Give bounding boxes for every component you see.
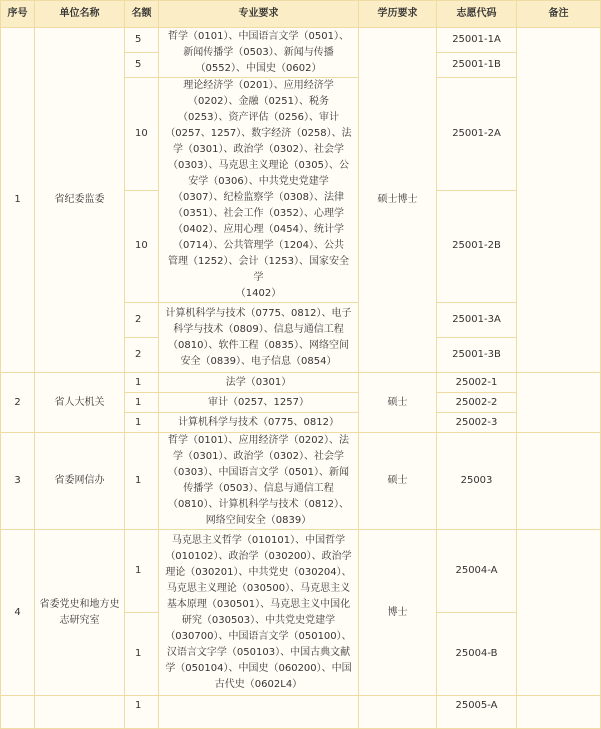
cell-unit-name [35,696,125,729]
header-seq: 序号 [1,1,35,28]
cell-major [159,696,359,729]
cell-code: 25002-3 [437,413,517,433]
cell-seq [1,696,35,729]
cell-code: 25001-3B [437,338,517,373]
cell-quota: 10 [125,78,159,191]
header-unit: 单位名称 [35,1,125,28]
header-remark: 备注 [517,1,601,28]
header-code: 志愿代码 [437,1,517,28]
cell-remark [517,373,601,433]
cell-major: 马克思主义哲学（010101）、中国哲学 （010102）、政治学（030200）、政治学 理论（030201）、中共党史（030204）、 马克思主义理论（030500）、马克思主义 基本原理（030501）、马克思主义中国化 研究（030503）、中共党史党建学 （030700）、中国语言文学（050100）、 汉语言文字学（050103）、中国古典文献 学（050104）、中国史（060200）、中国 古代史（0602L4） [159,530,359,696]
cell-quota: 1 [125,530,159,613]
header-quota: 名额 [125,1,159,28]
header-row [1,1,601,28]
table-row [1,28,601,53]
cell-quota: 1 [125,613,159,696]
cell-degree: 博士 [359,530,437,696]
cell-unit-name: 省委网信办 [35,433,125,530]
cell-remark [517,433,601,530]
cell-quota: 1 [125,373,159,393]
cell-degree [359,696,437,729]
cell-major: 哲学（0101）、应用经济学（0202）、法 学（0301）、政治学（0302）、社会学 （0303）、中国语言文学（0501）、新闻 传播学（0503）、信息与通信工程 （0810）、计算机科学与技术（0812）、 网络空间安全（0839） [159,433,359,530]
table-row [1,696,601,729]
table-row [1,433,601,530]
cell-seq: 3 [1,433,35,530]
cell-code: 25004-A [437,530,517,613]
cell-code: 25004-B [437,613,517,696]
cell-quota: 10 [125,190,159,303]
cell-quota: 5 [125,53,159,78]
cell-major: 法学（0301） [159,373,359,393]
cell-quota: 1 [125,413,159,433]
table-row [1,373,601,393]
cell-quota: 5 [125,28,159,53]
cell-major: 计算机科学与技术（0775、0812） [159,413,359,433]
cell-major: 理论经济学（0201）、应用经济学 （0202）、金融（0251）、税务 （0253）、资产评估（0256）、审计 （0257、1257）、数字经济（0258）、法 学（0301）、政治学（0302）、社会学 （0303）、马克思主义理论（0305）、公 安学（0306）、中共党史党建学 （0307）、纪检监察学（0308）、法律 （0351）、社会工作（0352）、心理学 （0402）、应用心理（0454）、统计学 （0714）、公共管理学（1204）、公共 管理（1252）、会计（1253）、国家安全学 （1402） [159,78,359,303]
cell-seq: 4 [1,530,35,696]
cell-degree: 硕士 [359,373,437,433]
cell-remark [517,530,601,696]
header-major: 专业要求 [159,1,359,28]
cell-unit-name: 省纪委监委 [35,28,125,373]
cell-code: 25001-1A [437,28,517,53]
cell-seq: 2 [1,373,35,433]
cell-code: 25001-2B [437,190,517,303]
cell-quota: 1 [125,433,159,530]
cell-code: 25005-A [437,696,517,729]
cell-code: 25002-2 [437,393,517,413]
cell-major: 审计（0257、1257） [159,393,359,413]
cell-quota: 2 [125,338,159,373]
cell-code: 25001-3A [437,303,517,338]
cell-code: 25001-1B [437,53,517,78]
cell-code: 25003 [437,433,517,530]
cell-unit-name: 省人大机关 [35,373,125,433]
cell-remark [517,696,601,729]
cell-code: 25001-2A [437,78,517,191]
cell-quota: 1 [125,696,159,729]
header-degree: 学历要求 [359,1,437,28]
cell-quota: 2 [125,303,159,338]
cell-major: 哲学（0101）、中国语言文学（0501）、 新闻传播学（0503）、新闻与传播 （0552）、中国史（0602） [159,28,359,78]
cell-seq: 1 [1,28,35,373]
cell-degree: 硕士博士 [359,28,437,373]
cell-remark [517,28,601,373]
cell-code: 25002-1 [437,373,517,393]
cell-quota: 1 [125,393,159,413]
table-row [1,530,601,613]
cell-major: 计算机科学与技术（0775、0812）、电子 科学与技术（0809）、信息与通信工程 （0810）、软件工程（0835）、网络空间 安全（0839）、电子信息（0854） [159,303,359,373]
cell-unit-name: 省委党史和地方史志研究室 [35,530,125,696]
cell-degree: 硕士 [359,433,437,530]
